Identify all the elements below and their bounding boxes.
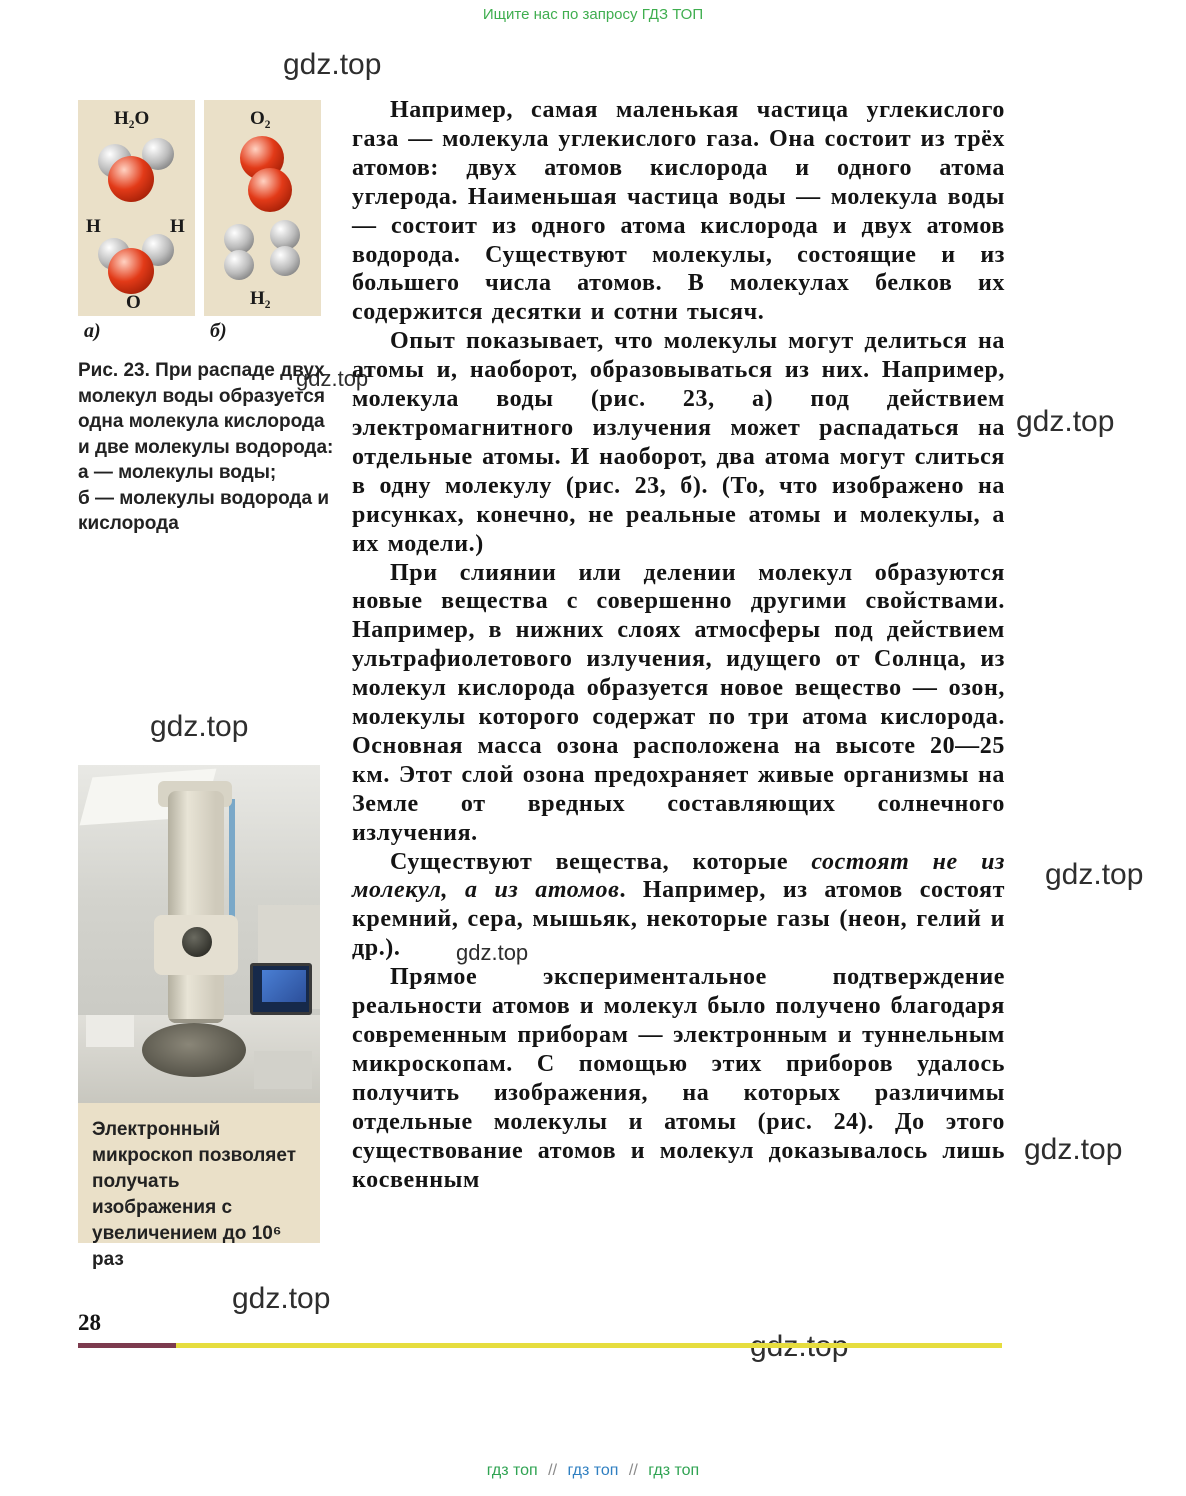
equipment-box [86,1015,134,1047]
figure-23-caption [78,358,334,537]
paragraph-3: При слиянии или делении молекул образуются новые вещества с совершенно другими свойствами. Например, в нижних слоях атмосферы под действием ультрафиолетового излучения, идущего от Солнца, из молекул кислорода образуется новое вещество — озон, молекулы которого содержат по три атома кислорода. Основная масса озона расположена на высоте 20—25 км. Этот слой озона предохраняет живые организмы на Земле от вредных составляющих солнечного излучения. [352,559,1005,846]
page-number: 28 [78,1310,101,1335]
figure-23-caption-lead: Рис. 23. [78,360,150,381]
oxygen-atom [108,248,154,294]
hydrogen-atom [270,246,300,276]
footer-separator: // [548,1462,558,1479]
figure-23-caption-main [78,358,334,460]
watermark-gdz: gdz.top [150,710,249,743]
h2o-label: H₂O [114,108,150,129]
figure-23-caption-item-a: а — молекулы воды; [78,462,277,483]
chamber-window [182,927,212,957]
footer-rule-yellow [176,1343,1002,1348]
top-banner-text: Ищите нас по запросу ГДЗ ТОП [482,6,704,23]
control-console [254,1051,312,1089]
o2-label: O₂ [250,108,271,129]
watermark-gdz: gdz.top [232,1282,331,1315]
footer-link-3[interactable]: гдз топ [648,1462,700,1479]
figure-23-caption-body: При распаде двух молекул воды образуется одна молекула кислорода и две молекулы водорода: [78,360,334,458]
paragraph-4-italic: состоят не из молекул, а из атомов [352,848,1005,904]
footer-rule-maroon [78,1343,176,1348]
oxygen-atom [248,168,292,212]
hydrogen-atom [224,250,254,280]
h-label: H [86,216,101,237]
paragraph-4 [352,848,1005,964]
footer-links [0,1462,1186,1480]
blue-pole [229,799,235,929]
paragraph-4-start: Существуют вещества, которые [390,848,812,875]
watermark-gdz: gdz.top [1016,405,1115,438]
paragraph-4-end: . Например, из атомов состоят кремний, сера, мышьяк, некоторые газы (неон, гелий и др.). [352,877,1005,962]
specimen-stage [142,1023,246,1077]
watermark-gdz: gdz.top [1045,858,1144,891]
footer-link-2[interactable]: гдз топ [567,1462,619,1479]
microscope-caption: Электронный микроскоп позволяет получать изображения с увеличением до 10⁶ раз [78,1103,320,1243]
h-label: H [170,216,185,237]
paragraph-5: Прямое экспериментальное подтверждение реальности атомов и молекул было получено благодаря современным приборам — электронным и туннельным микроскопам. С помощью этих приборов удалось получить изображения, на которых различимы отдельные молекулы и атомы (рис. 24). До этого существование атомов и молекул доказывалось лишь косвенным [352,964,1005,1193]
panel-b-letter: б) [210,320,227,342]
h2-label: H₂ [250,288,271,309]
figure-23-panel-a [78,100,195,316]
paragraph-2: Опыт показывает, что молекулы могут делиться на атомы и, наоборот, образовываться из них. Например, молекула воды (рис. 23, а) под действием электромагнитного излучения может распадаться на отдельные атомы. И наоборот, два атома могут слиться в одну молекулу (рис. 23, б). (То, что изображено на рисунках, конечно, не реальные атомы и молекулы, а их модели.) [352,328,1005,557]
watermark-gdz: gdz.top [296,366,369,391]
paragraph-1: Например, самая маленькая частица углекислого газа — молекула углекислого газа. Она состоит из трёх атомов: двух атомов кислорода и одного атома углерода. Наименьшая частица воды — молекула воды — состоит из одного атома кислорода и двух атомов водорода. Существуют молекулы, состоящие и из большего числа атомов. В молекулах белков их содержится десятки и сотни тысяч. [352,97,1005,326]
figure-23-panel-b [204,100,321,316]
o-label: O [126,292,141,313]
watermark-gdz: gdz.top [1024,1133,1123,1166]
main-text-column [352,96,1005,1194]
watermark-gdz: gdz.top [283,48,382,81]
panel-a-letter: а) [84,320,101,342]
oxygen-atom [108,156,154,202]
figure-23-caption-item-b: б — молекулы водорода и кислорода [78,487,330,534]
monitor-screen [262,970,306,1002]
footer-separator: // [628,1462,638,1479]
footer-link-1[interactable]: гдз топ [486,1462,538,1479]
electron-microscope-photo [78,765,320,1103]
microscope-column [168,791,224,1023]
watermark-gdz: gdz.top [456,940,529,965]
